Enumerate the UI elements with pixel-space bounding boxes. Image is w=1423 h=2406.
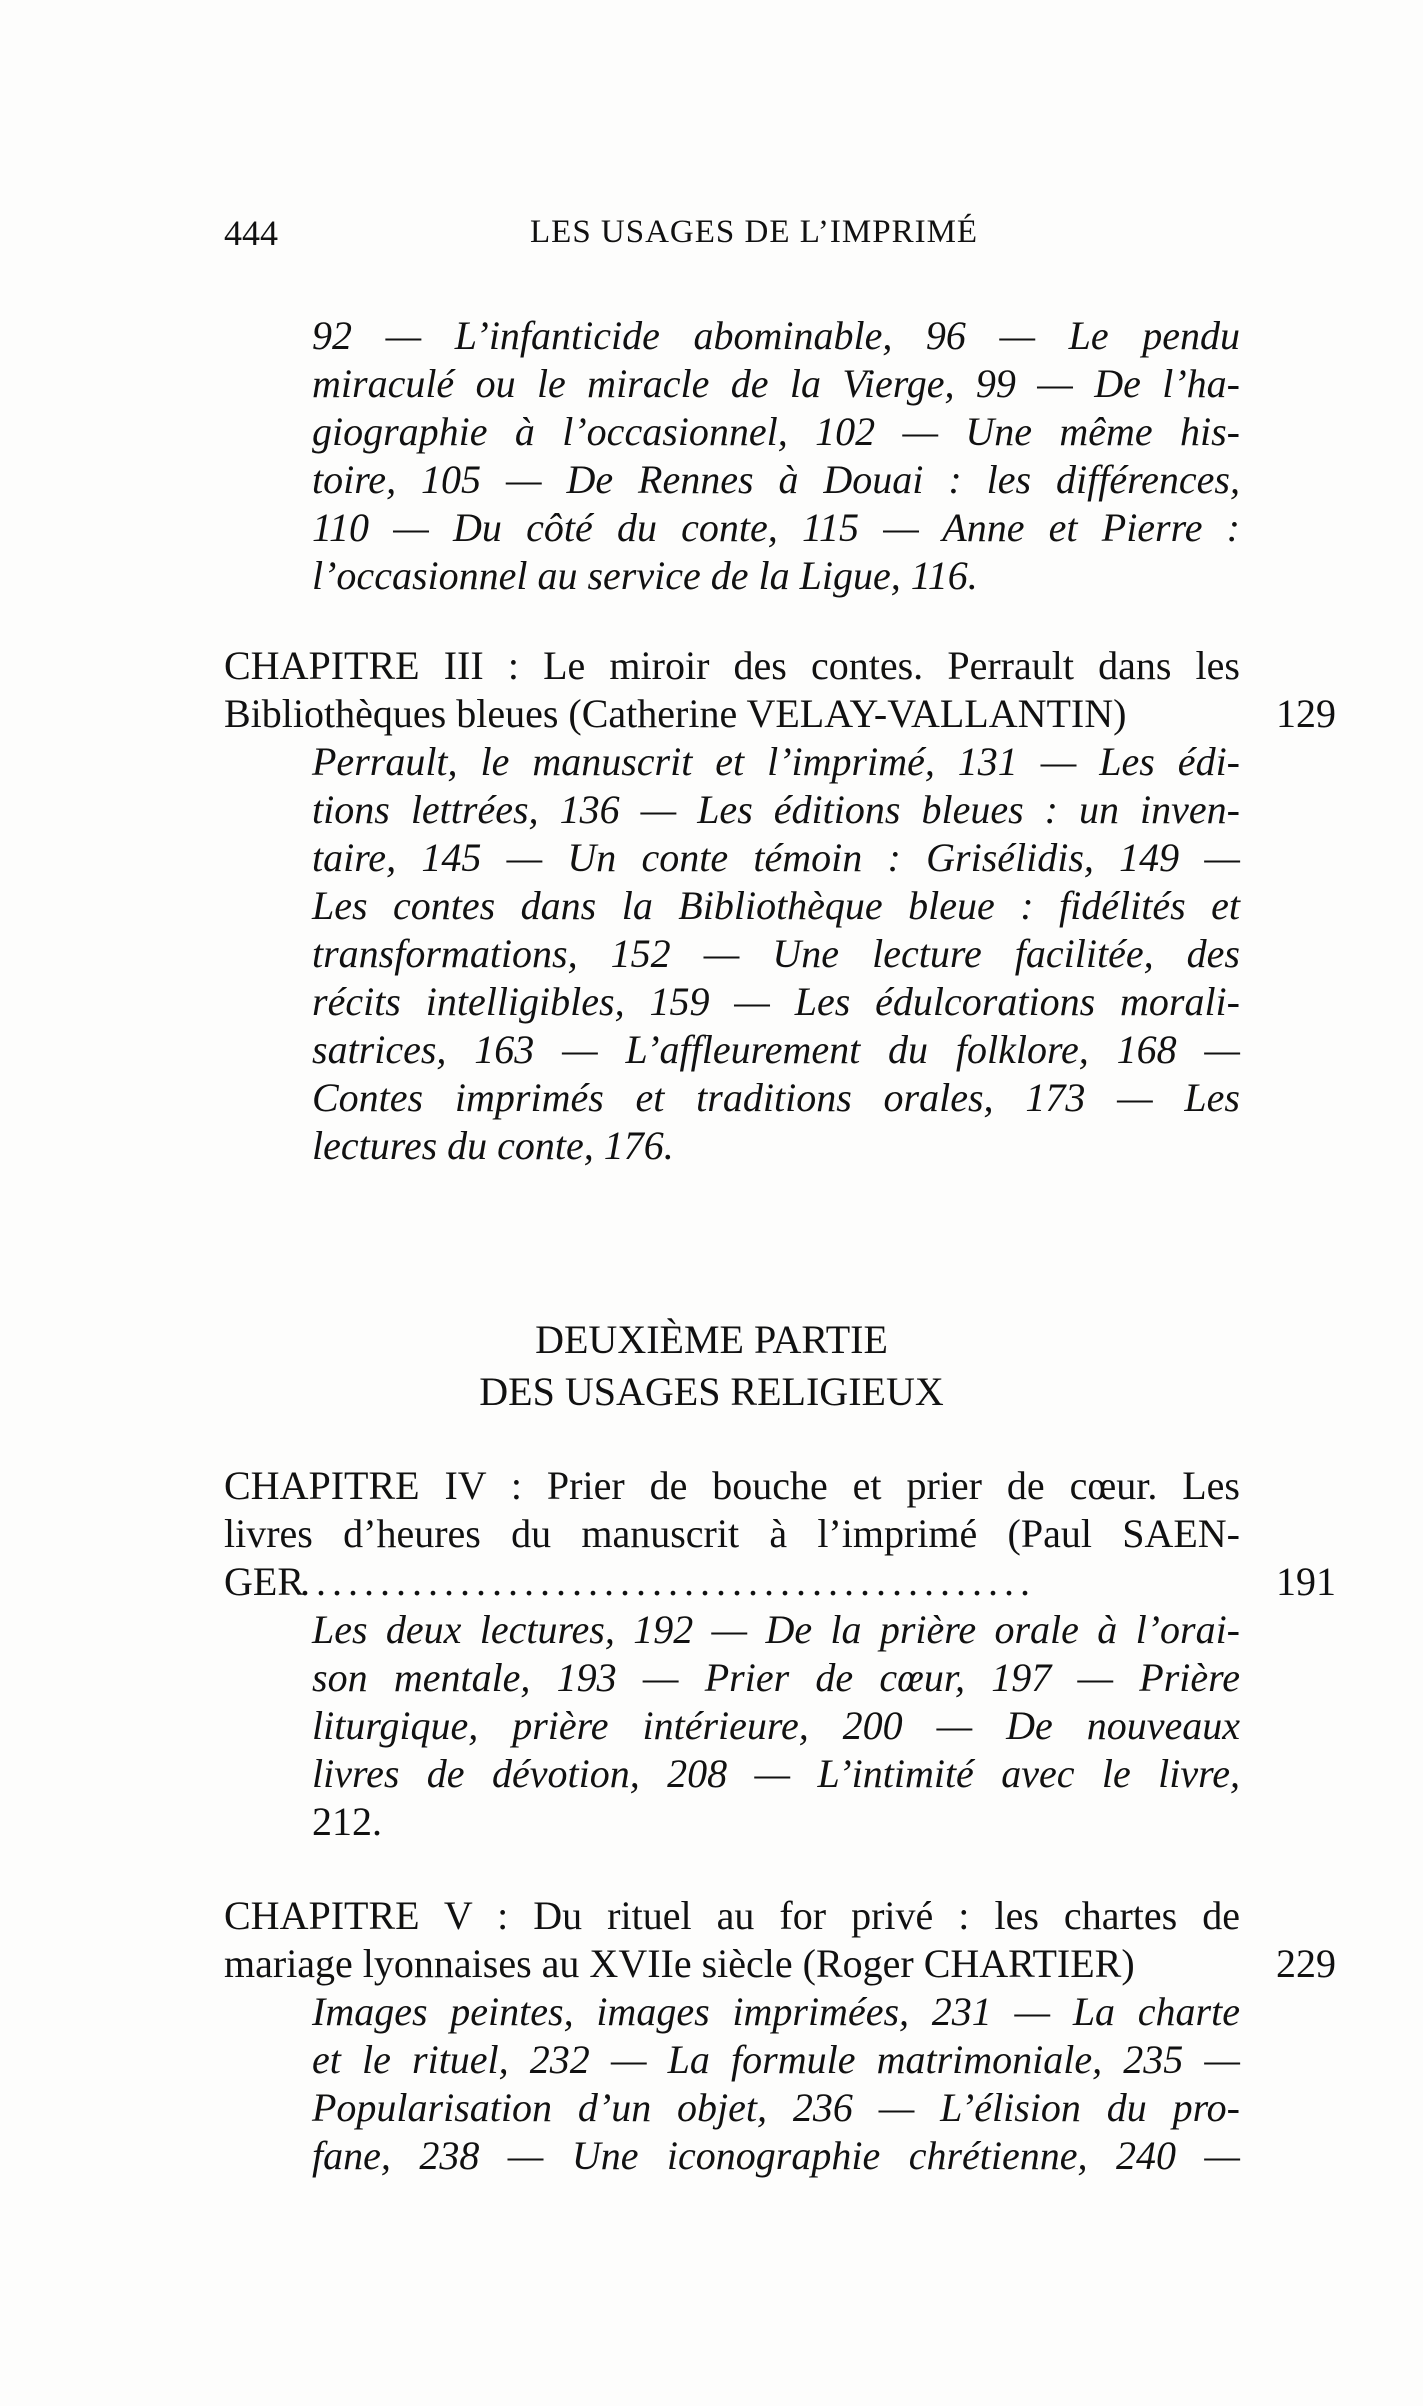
toc-line: Contes imprimés et traditions orales, 173 — Les [312,1075,1240,1120]
chapter-page-number: 129 [1276,691,1336,736]
toc-line: récits intelligibles, 159 — Les édulcorations morali- [312,979,1240,1024]
page-header [224,212,1224,260]
toc-line: tions lettrées, 136 — Les éditions bleues : un inven- [312,787,1240,832]
chapter-page-number: 191 [1276,1559,1336,1604]
part-subtitle: DES USAGES RELIGIEUX [479,1369,944,1414]
toc-line: liturgique, prière intérieure, 200 — De nouveaux [312,1703,1240,1748]
toc-line: l’occasionnel au service de la Ligue, 116. [312,553,978,598]
toc-line: 110 — Du côté du conte, 115 — Anne et Pierre : [312,505,1240,550]
toc-line: Popularisation d’un objet, 236 — L’élision du pro- [312,2085,1240,2130]
chapter-heading: CHAPITRE V : Du rituel au for privé : les chartes de [224,1893,1240,1938]
toc-line: miraculé ou le miracle de la Vierge, 99 — De l’ha- [312,361,1240,406]
chapter-heading-line2: mariage lyonnaises au XVIIe siècle (Roger CHARTIER) [224,1941,1135,1986]
toc-line: lectures du conte, 176. [312,1123,674,1168]
toc-line: Perrault, le manuscrit et l’imprimé, 131 — Les édi- [312,739,1240,784]
chapter-page-number: 229 [1276,1941,1336,1986]
part-title: DEUXIÈME PARTIE [535,1317,888,1362]
toc-line: giographie à l’occasionnel, 102 — Une même his- [312,409,1240,454]
chapter-heading-line2: livres d’heures du manuscrit à l’imprimé (Paul SAEN- [224,1511,1240,1556]
chapter-heading-line2: Bibliothèques bleues (Catherine VELAY-VALLANTIN) [224,691,1127,736]
toc-line: livres de dévotion, 208 — L’intimité avec le livre, [312,1751,1240,1796]
toc-line: 92 — L’infanticide abominable, 96 — Le pendu [312,313,1240,358]
toc-line: Les contes dans la Bibliothèque bleue : fidélités et [312,883,1240,928]
toc-line: 212. [312,1799,382,1844]
toc-line: Images peintes, images imprimées, 231 — La charte [312,1989,1240,2034]
toc-line: fane, 238 — Une iconographie chrétienne, 240 — [312,2133,1240,2178]
toc-line: transformations, 152 — Une lecture facilitée, des [312,931,1240,976]
running-title: LES USAGES DE L’IMPRIMÉ [530,214,979,250]
toc-line: et le rituel, 232 — La formule matrimoniale, 235 — [312,2037,1240,2082]
toc-line: toire, 105 — De Rennes à Douai : les différences, [312,457,1240,502]
chapter-heading-line3: GER [224,1559,304,1604]
chapter-heading: CHAPITRE IV : Prier de bouche et prier de cœur. Les [224,1463,1240,1508]
leader-dots: .............................................. [300,1559,1036,1604]
toc-line: satrices, 163 — L’affleurement du folklore, 168 — [312,1027,1240,1072]
toc-line: taire, 145 — Un conte témoin : Grisélidis, 149 — [312,835,1240,880]
toc-line: Les deux lectures, 192 — De la prière orale à l’orai- [312,1607,1240,1652]
page-number: 444 [224,213,278,253]
chapter-heading: CHAPITRE III : Le miroir des contes. Perrault dans les [224,643,1240,688]
toc-line: son mentale, 193 — Prier de cœur, 197 — Prière [312,1655,1240,1700]
